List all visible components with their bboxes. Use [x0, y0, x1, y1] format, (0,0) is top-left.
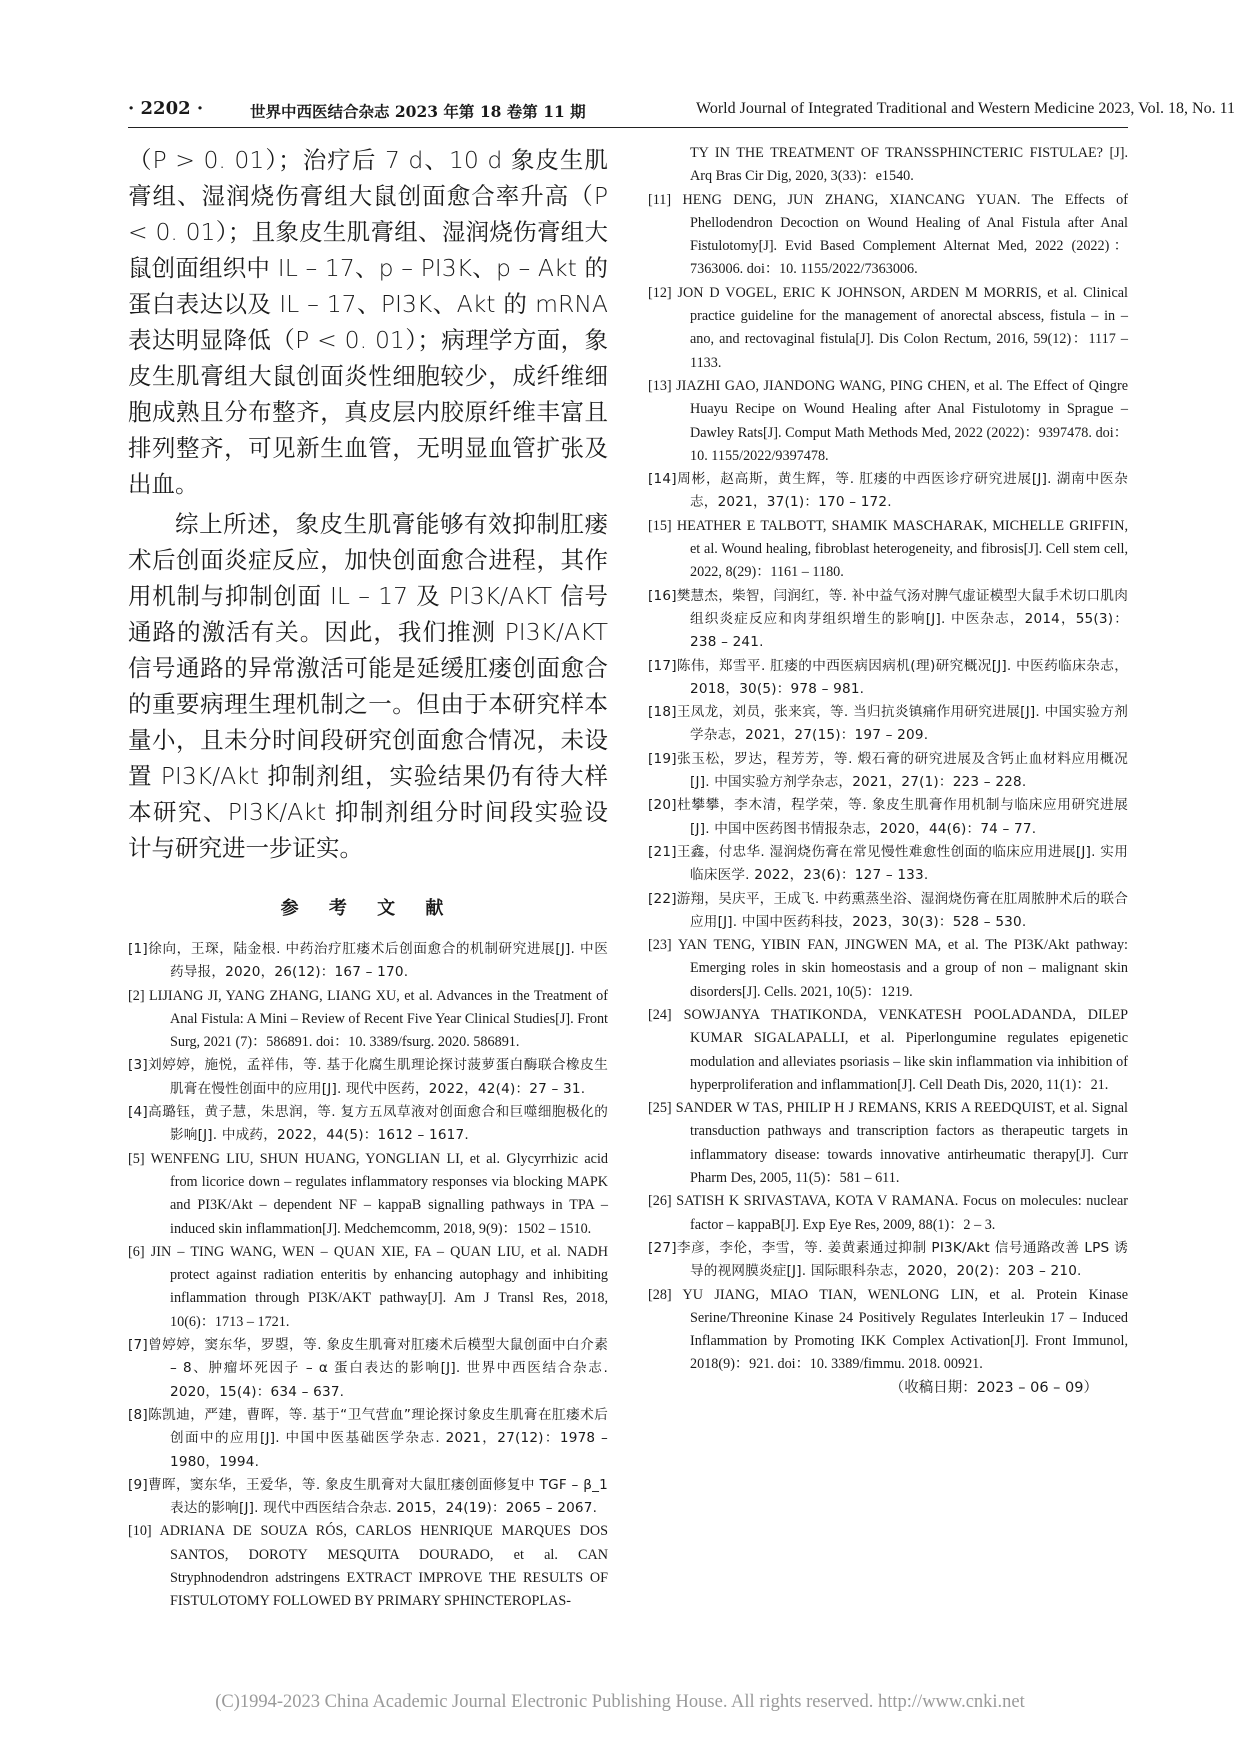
reference-item: [17]陈伟，郑雪平. 肛瘘的中西医病因病机(理)研究概况[J]. 中医药临床杂志，2018，30(5)：978 – 981.: [648, 657, 1128, 697]
reference-item: [24] SOWJANYA THATIKONDA, VENKATESH POOLADANDA, DILEP KUMAR SIGALAPALLI, et al. Piperlongumine regulates epigenetic modulation and alleviates psoriasis – like skin inflammation via inhibition of hyperproliferation and inflammation[J]. Cell Death Dis, 2020, 11(1)：21.: [648, 1006, 1128, 1093]
reference-item: [25] SANDER W TAS, PHILIP H J REMANS, KRIS A REEDQUIST, et al. Signal transduction pathways and transcription factors as therapeutic targets in inflammatory disease: towards innovative antirheumatic therapy[J]. Curr Pharm Des, 2005, 11(5)：581 – 611.: [648, 1100, 1128, 1187]
reference-item: [21]王鑫，付忠华. 湿润烧伤膏在常见慢性难愈性创面的临床应用进展[J]. 实用临床医学. 2022，23(6)：127 – 133.: [648, 843, 1128, 884]
reference-continuation: TY IN THE TREATMENT OF TRANSSPHINCTERIC FISTULAE? [J]. Arq Bras Cir Dig, 2020, 3(33)：e1540.: [690, 145, 1128, 185]
reference-item: [16]樊慧杰，柴智，闫润红，等. 补中益气汤对脾气虚证模型大鼠手术切口肌肉组织炎症反应和肉芽组织增生的影响[J]. 中医杂志，2014，55(3)：238 – 241.: [648, 587, 1128, 651]
references-heading: 参 考 文 献: [280, 898, 456, 919]
left-column: [128, 142, 608, 1614]
page-number: · 2202 ·: [128, 98, 204, 119]
reference-item: [5] WENFENG LIU, SHUN HUANG, YONGLIAN LI, et al. Glycyrrhizic acid from licorice down – regulates inflammatory responses via blocking MAPK and PI3K/Akt – dependent NF – kappaB signalling pathways in TPA – induced skin inflammation[J]. Medchemcomm, 2018, 9(9)：1502 – 1510.: [128, 1150, 608, 1237]
reference-item: [11] HENG DENG, JUN ZHANG, XIANCANG YUAN. The Effects of Phellodendron Decoction on Wound Healing of Anal Fistula after Anal Fistulotomy[J]. Evid Based Complement Alternat Med, 2022 (2022)：7363006. doi：10. 1155/2022/7363006.: [648, 191, 1128, 278]
running-header: [128, 98, 1235, 128]
reference-item: [26] SATISH K SRIVASTAVA, KOTA V RAMANA. Focus on molecules: nuclear factor – kappaB[J]. Exp Eye Res, 2009, 88(1)：2 – 3.: [648, 1193, 1128, 1233]
reference-item: [22]游翔，吴庆平，王成飞. 中药熏蒸坐浴、湿润烧伤膏在肛周脓肿术后的联合应用[J]. 中国中医药科技，2023，30(3)：528 – 530.: [648, 890, 1128, 930]
right-column: [648, 142, 1128, 1400]
reference-item: [14]周彬，赵高斯，黄生辉，等. 肛瘘的中西医诊疗研究进展[J]. 湖南中医杂志，2021，37(1)：170 – 172.: [648, 471, 1128, 511]
reference-item: [18]王凤龙，刘员，张来宾，等. 当归抗炎镇痛作用研究进展[J]. 中国实验方剂学杂志，2021，27(15)：197 – 209.: [648, 704, 1128, 744]
received-date: （收稿日期：2023 – 06 – 09）: [889, 1379, 1098, 1396]
reference-item: [3]刘婷婷，施悦，孟祥伟，等. 基于化腐生肌理论探讨菠萝蛋白酶联合橡皮生肌膏在慢性创面中的应用[J]. 现代中医药，2022，42(4)：27 – 31.: [128, 1057, 608, 1097]
reference-item: [19]张玉松，罗达，程芳芳，等. 煅石膏的研究进展及含钙止血材料应用概况[J]. 中国实验方剂学杂志，2021，27(1)：223 – 228.: [648, 750, 1128, 791]
body-paragraph-1: （P > 0. 01）；治疗后 7 d、10 d 象皮生肌膏组、湿润烧伤膏组大鼠创面愈合率升高（P < 0. 01）；且象皮生肌膏组、湿润烧伤膏组大鼠创面组织中 IL – 17、p – PI3K、p – Akt 的蛋白表达以及 IL – 17、PI3K、Akt 的 mRNA 表达明显降低（P < 0. 01）；病理学方面，象皮生肌膏组大鼠创面炎性细胞较少，成纤维细胞成熟且分布整齐，真皮层内胶原纤维丰富且排列整齐，可见新生血管，无明显血管扩张及出血。: [128, 146, 608, 498]
reference-item: [10] ADRIANA DE SOUZA RÓS, CARLOS HENRIQUE MARQUES DOS SANTOS, DOROTY MESQUITA DOURADO, et al. CAN Stryphnodendron adstringens EXTRACT IMPROVE THE RESULTS OF FISTULOTOMY FOLLOWED BY PRIMARY SPHINCTEROPLAS-: [128, 1523, 608, 1610]
reference-item: [6] JIN – TING WANG, WEN – QUAN XIE, FA – QUAN LIU, et al. NADH protect against radiation enteritis by enhancing autophagy and inhibiting inflammation through PI3K/AKT pathway[J]. Am J Transl Res, 2018, 10(6)：1713 – 1721.: [128, 1243, 608, 1330]
reference-item: [9]曹晖，窦东华，王爱华，等. 象皮生肌膏对大鼠肛瘘创面修复中 TGF – β_1 表达的影响[J]. 现代中西医结合杂志. 2015，24(19)：2065 – 2067.: [128, 1476, 608, 1517]
copyright-footer: (C)1994-2023 China Academic Journal Electronic Publishing House. All rights reserved. http://www.cnki.net: [215, 1692, 1025, 1712]
body-paragraph-2: 综上所述，象皮生肌膏能够有效抑制肛瘘术后创面炎症反应，加快创面愈合进程，其作用机制与抑制创面 IL – 17 及 PI3K/AKT 信号通路的激活有关。因此，我们推测 PI3K/AKT 信号通路的异常激活可能是延缓肛瘘创面愈合的重要病理生理机制之一。但由于本研究样本量小，且未分时间段研究创面愈合情况，未设置 PI3K/Akt 抑制剂组，实验结果仍有待大样本研究、PI3K/Akt 抑制剂组分时间段实验设计与研究进一步证实。: [128, 510, 608, 862]
reference-item: [20]杜攀攀，李木清，程学荣，等. 象皮生肌膏作用机制与临床应用研究进展[J]. 中国中医药图书情报杂志，2020，44(6)：74 – 77.: [648, 797, 1128, 837]
reference-item: [13] JIAZHI GAO, JIANDONG WANG, PING CHEN, et al. The Effect of Qingre Huayu Recipe on Wound Healing after Anal Fistulotomy in Sprague – Dawley Rats[J]. Comput Math Methods Med, 2022 (2022)：9397478. doi：10. 1155/2022/9397478.: [648, 377, 1128, 464]
reference-item: [2] LIJIANG JI, YANG ZHANG, LIANG XU, et al. Advances in the Treatment of Anal Fistula: A Mini – Review of Recent Five Year Clinical Studies[J]. Front Surg, 2021 (7)：586891. doi：10. 3389/fsurg. 2020. 586891.: [128, 987, 608, 1051]
reference-item: [27]李彦，李伦，李雪，等. 姜黄素通过抑制 PI3K/Akt 信号通路改善 LPS 诱导的视网膜炎症[J]. 国际眼科杂志，2020，20(2)：203 – 210.: [648, 1239, 1128, 1280]
references-list-right: [648, 142, 1128, 1377]
journal-title-en: World Journal of Integrated Traditional and Western Medicine 2023, Vol. 18, No. 11: [696, 100, 1235, 117]
reference-item: [4]高璐钰，黄子慧，朱思润，等. 复方五凤草液对创面愈合和巨噬细胞极化的影响[J]. 中成药，2022，44(5)：1612 – 1617.: [128, 1104, 608, 1144]
reference-item: [12] JON D VOGEL, ERIC K JOHNSON, ARDEN M MORRIS, et al. Clinical practice guideline for the management of anorectal abscess, fistula – in – ano, and rectovaginal fistula[J]. Dis Colon Rectum, 2016, 59(12)：1117 – 1133.: [648, 284, 1128, 371]
reference-item: [23] YAN TENG, YIBIN FAN, JINGWEN MA, et al. The PI3K/Akt pathway: Emerging roles in skin homeostasis and a group of non – malignant skin disorders[J]. Cells. 2021, 10(5)：1219.: [648, 937, 1128, 1000]
header-rule: [128, 127, 1128, 128]
reference-item: [15] HEATHER E TALBOTT, SHAMIK MASCHARAK, MICHELLE GRIFFIN, et al. Wound healing, fibroblast heterogeneity, and fibrosis[J]. Cell stem cell, 2022, 8(29)：1161 – 1180.: [648, 517, 1128, 581]
reference-item: [28] YU JIANG, MIAO TIAN, WENLONG LIN, et al. Protein Kinase Serine/Threonine Kinase 24 Positively Regulates Interleukin 17 – Induced Inflammation by Promoting IKK Complex Activation[J]. Front Immunol, 2018(9)：921. doi：10. 3389/fimmu. 2018. 00921.: [648, 1286, 1128, 1373]
journal-title-cn: 世界中西医结合杂志 2023 年第 18 卷第 11 期: [250, 102, 586, 121]
reference-item: [7]曾婷婷，窦东华，罗曌，等. 象皮生肌膏对肛瘘术后模型大鼠创面中白介素 – 8、肿瘤坏死因子 – α 蛋白表达的影响[J]. 世界中西医结合杂志. 2020，15(4)：634 – 637.: [128, 1337, 608, 1400]
reference-item: [1]徐向，王琛，陆金根. 中药治疗肛瘘术后创面愈合的机制研究进展[J]. 中医药导报，2020，26(12)：167 – 170.: [128, 941, 608, 981]
reference-item: [8]陈凯迪，严建，曹晖，等. 基于“卫气营血”理论探讨象皮生肌膏在肛瘘术后创面中的应用[J]. 中国中医基础医学杂志. 2021，27(12)：1978 – 1980，1994.: [128, 1406, 608, 1470]
references-list-left: [128, 938, 608, 1614]
